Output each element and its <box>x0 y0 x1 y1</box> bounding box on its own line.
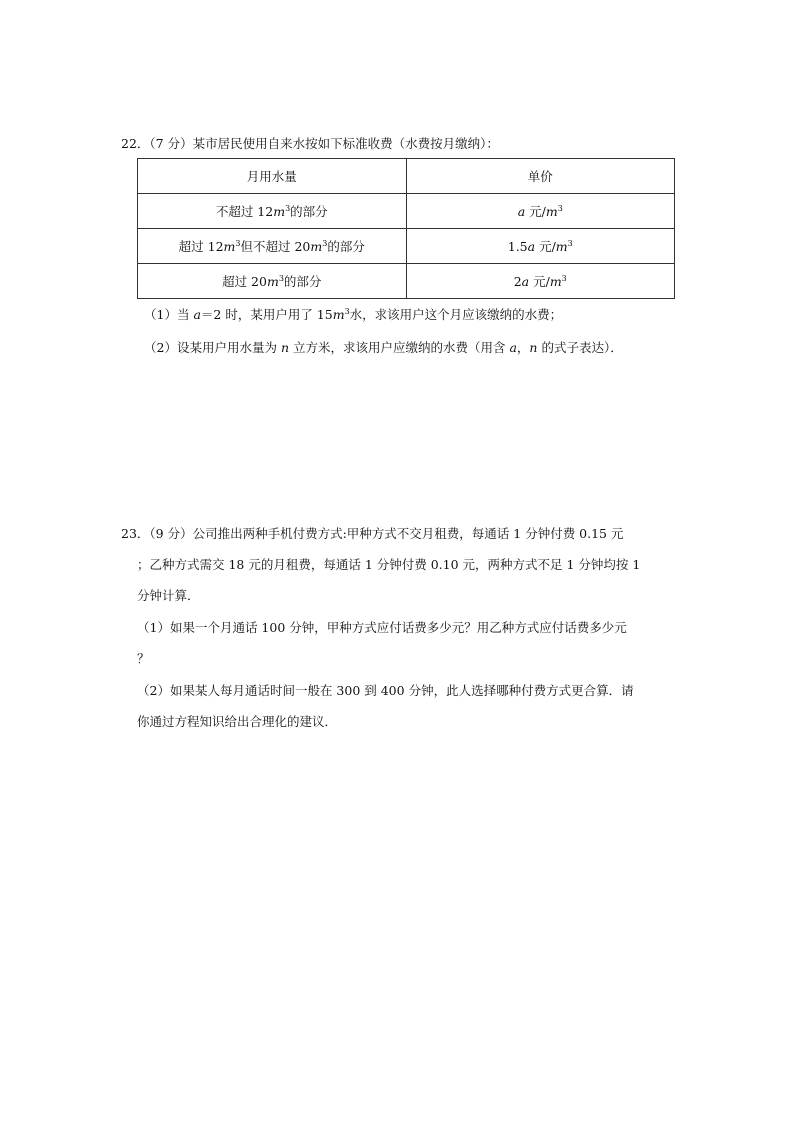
usage-cell: 超过 $20m^3$的部分 <box>138 264 407 299</box>
q23-number: 23． <box>121 526 150 541</box>
q23-line1: 23．（9 分）公司推出两种手机付费方式:甲种方式不交月租费，每通话 1 分钟付费 0.15 元 <box>121 526 624 541</box>
price-cell: a 元$/m^3$ <box>406 194 675 229</box>
q22-part2: （2）设某用户用水量为 n 立方米，求该用户应缴纳的水费（用含 a，n 的式子表达）． <box>144 340 623 355</box>
q23-part1-line1: （1）如果一个月通话 100 分钟，甲种方式应付话费多少元？用乙种方式应付话费多少元 <box>137 620 627 635</box>
price-cell: 2a 元$/m^3$ <box>406 264 675 299</box>
q23-line3: 分钟计算． <box>137 588 200 603</box>
price-cell: 1.5a 元$/m^3$ <box>406 229 675 264</box>
table-header-row <box>138 159 675 194</box>
q22-stem <box>121 136 499 152</box>
water-fee-table <box>137 158 675 299</box>
q22-stem-text: 某市居民使用自来水按如下标准收费（水费按月缴纳）： <box>192 136 499 151</box>
header-usage: 月用水量 <box>138 159 407 194</box>
q23-part1-line2: ？ <box>137 651 150 666</box>
table-row <box>138 194 675 229</box>
q22-number: 22． <box>121 136 150 151</box>
usage-cell: 不超过 $12m^3$的部分 <box>138 194 407 229</box>
header-price: 单价 <box>406 159 675 194</box>
usage-cell: 超过 $12m^3$但不超过 $20m^3$的部分 <box>138 229 407 264</box>
table-row <box>138 229 675 264</box>
table-row <box>138 264 675 299</box>
q22-part1: （1）当 a＝2 时，某用户用了 $15m^3$水，求该用户这个月应该缴纳的水费； <box>144 307 563 322</box>
q23-line2: ；乙种方式需交 18 元的月租费，每通话 1 分钟付费 0.10 元，两种方式不足 1 分钟均按 1 <box>137 557 641 572</box>
q23-part2-line2: 你通过方程知识给出合理化的建议． <box>137 714 338 729</box>
q23-part2-line1: （2）如果某人每月通话时间一般在 300 到 400 分钟，此人选择哪种付费方式更合算．请 <box>137 683 634 698</box>
q22-points: （7 分） <box>149 136 193 151</box>
q23-points: （9 分） <box>149 526 193 541</box>
